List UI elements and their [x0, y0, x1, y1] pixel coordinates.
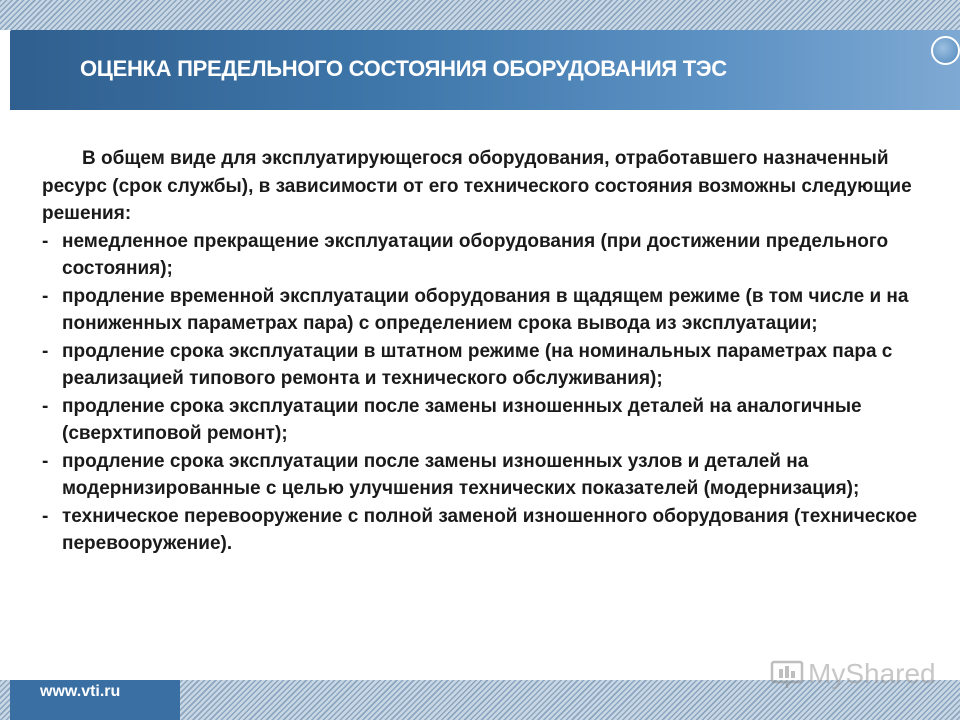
list-item — [42, 393, 922, 448]
list-item — [42, 448, 922, 503]
corner-swoosh-icon — [931, 36, 960, 65]
list-item — [42, 338, 922, 393]
watermark-text: MyShared — [808, 658, 936, 689]
list-item — [42, 503, 922, 558]
top-decorative-stripes — [0, 0, 960, 30]
slide-title: ОЦЕНКА ПРЕДЕЛЬНОГО СОСТОЯНИЯ ОБОРУДОВАНИЯ ТЭС — [80, 56, 727, 81]
footer-website-link[interactable]: www.vti.ru — [40, 683, 121, 700]
list-item-text: продление временной эксплуатации оборудования в щадящем режиме (в том числе и на пониженных параметрах пара) с определением срока вывода из эксплуатации; — [62, 285, 909, 334]
list-item-text: продление срока эксплуатации после замены изношенных деталей на аналогичные (сверхтиповой ремонт); — [62, 395, 862, 444]
bullet-marker: - — [42, 395, 49, 417]
bullet-marker: - — [42, 285, 49, 307]
list-item — [42, 283, 922, 338]
list-item-text: продление срока эксплуатации в штатном режиме (на номинальных параметрах пара с реализацией типового ремонта и технического обслуживания); — [62, 340, 893, 389]
decision-list — [42, 228, 922, 558]
list-item — [42, 228, 922, 283]
watermark-logo — [770, 656, 936, 692]
presentation-icon — [770, 658, 804, 690]
bullet-marker: - — [42, 340, 49, 362]
list-item-text: немедленное прекращение эксплуатации оборудования (при достижении предельного состояния); — [62, 230, 889, 279]
slide-body — [42, 145, 922, 558]
list-item-text: техническое перевооружение с полной заменой изношенного оборудования (техническое перевооружение). — [62, 505, 918, 554]
list-item-text: продление срока эксплуатации после замены изношенных узлов и деталей на модернизированные с целью улучшения технических показателей (модернизация); — [62, 450, 860, 499]
intro-paragraph: В общем виде для эксплуатирующегося оборудования, отработавшего назначенный ресурс (срок службы), в зависимости от его технического состояния возможны следующие решения: — [42, 148, 912, 224]
bullet-marker: - — [42, 505, 49, 527]
bullet-marker: - — [42, 450, 49, 472]
bullet-marker: - — [42, 230, 49, 252]
